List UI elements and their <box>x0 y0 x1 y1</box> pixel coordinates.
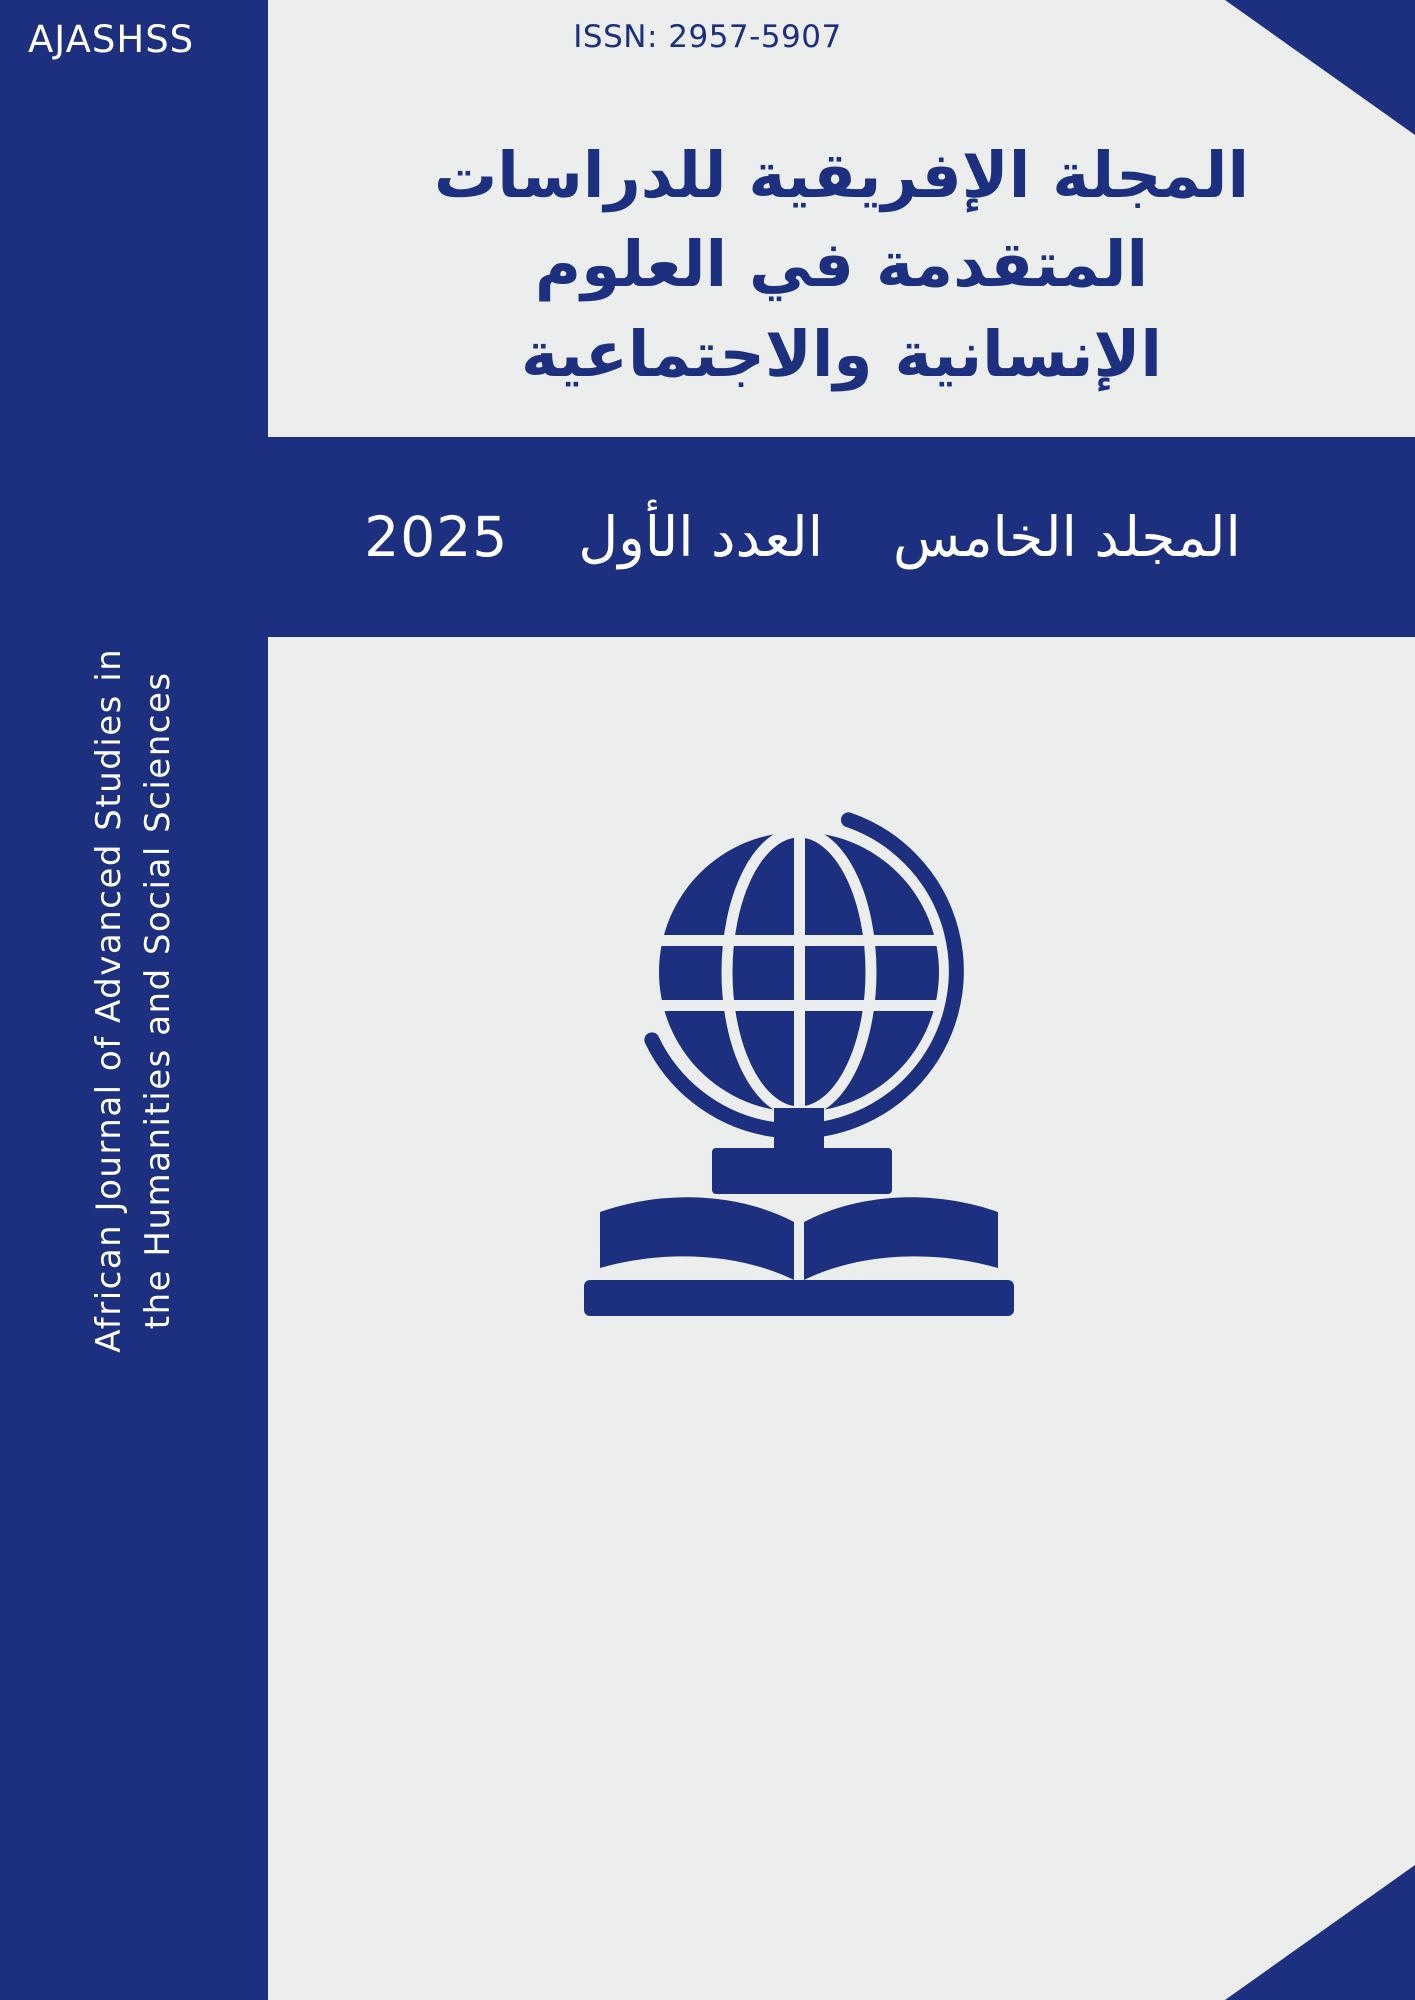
year-label: 2025 <box>364 505 509 569</box>
issn-text: ISSN: 2957-5907 <box>573 19 842 55</box>
vertical-english-title <box>0 0 268 2000</box>
volume-label: المجلد الخامس <box>892 505 1241 569</box>
corner-wedge-bottom-right <box>1225 1865 1415 2000</box>
issue-band <box>210 437 1415 637</box>
brand-mark-ajashss: AJASHSS <box>28 18 195 61</box>
vertical-title-line-1: African Journal of Advanced Studies in <box>88 647 129 1353</box>
issue-label: العدد الأول <box>578 505 823 569</box>
vertical-title-line-2: the Humanities and Social Sciences <box>138 671 179 1329</box>
emblem-container <box>268 760 1415 1320</box>
journal-title-arabic: المجلة الإفريقية للدراسات المتقدمة في العلوم الإنسانية والاجتماعية <box>433 138 1250 391</box>
title-area <box>268 90 1415 440</box>
globe-on-open-book-icon <box>562 760 1122 1320</box>
